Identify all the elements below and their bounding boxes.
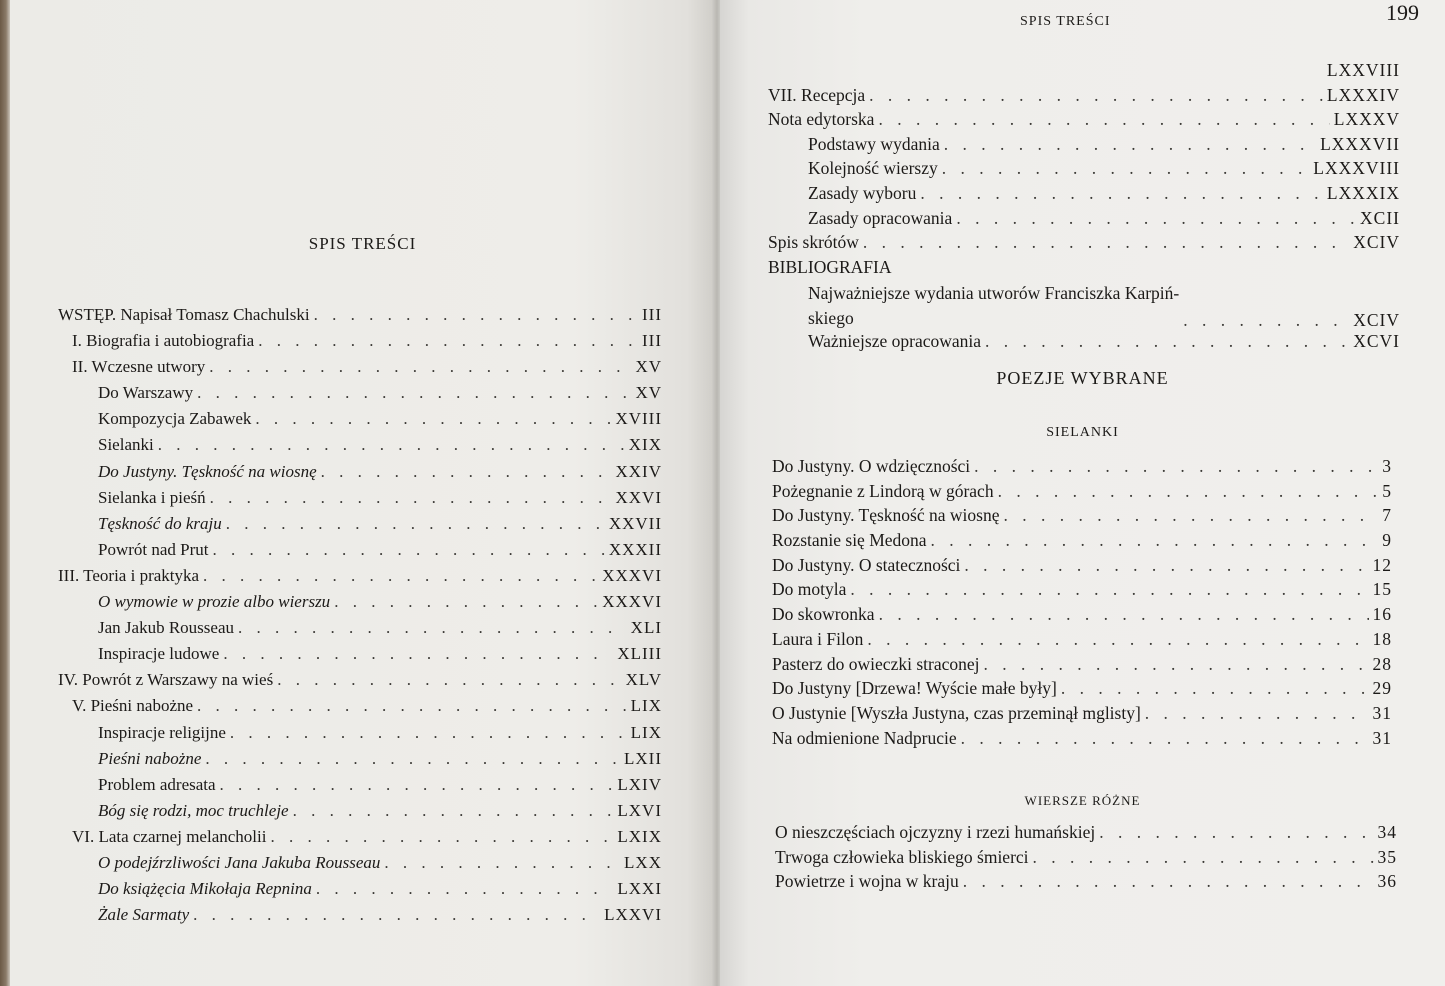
toc-entry-page: LXXXIX: [1326, 182, 1400, 203]
toc-entry: [58, 514, 662, 540]
toc-entry: [772, 505, 1392, 530]
toc-leader-dots: [944, 134, 1316, 155]
toc-entry: [768, 60, 1400, 85]
toc-entry: [58, 331, 662, 357]
toc-entry-page: XXVII: [608, 513, 662, 533]
toc-leader-dots: [920, 183, 1323, 204]
toc-entry-title: Bóg się rodzi, moc truchleje: [98, 800, 289, 820]
toc-entry-title: Inspiracje ludowe: [98, 644, 220, 664]
right-toc-top-list: [768, 60, 1400, 356]
toc-entry-page: XCVI: [1353, 331, 1400, 352]
toc-entry-page: LXXXV: [1333, 109, 1400, 130]
toc-entry: [58, 670, 662, 696]
toc-leader-dots: [1033, 847, 1374, 868]
toc-entry-page: 34: [1377, 822, 1397, 842]
toc-entry-page: LXIX: [617, 826, 662, 846]
toc-leader-dots: [277, 670, 621, 690]
toc-entry-page: XXIV: [615, 461, 662, 481]
toc-entry: [768, 232, 1400, 257]
toc-leader-dots: [316, 879, 614, 899]
toc-entry-page: XXXII: [608, 539, 662, 559]
toc-leader-dots: [270, 827, 613, 847]
toc-entry-title: Do Justyny. O wdzięczności: [772, 456, 971, 476]
toc-entry-title: Powrót nad Prut: [98, 539, 209, 559]
toc-leader-dots: [1145, 703, 1369, 724]
section-heading-sielanki: SIELANKI: [1046, 425, 1119, 440]
toc-entry: [58, 749, 662, 775]
toc-leader-dots: [220, 775, 614, 795]
toc-entry-title: Do Justyny. Tęskność na wiosnę: [772, 505, 1000, 526]
toc-entry-title: O wymowie w prozie albo wierszu: [98, 592, 331, 612]
toc-entry-title: Na odmienione Nadprucie: [772, 727, 957, 748]
toc-leader-dots: [210, 488, 612, 508]
toc-entry-page: III: [642, 305, 662, 324]
toc-entry: [58, 879, 662, 905]
toc-entry-page: XIX: [628, 435, 662, 455]
toc-entry-title: I. Biografia i autobiografia: [72, 331, 255, 351]
toc-leader-dots: [238, 618, 627, 638]
toc-entry-page: 35: [1377, 846, 1397, 867]
toc-entry-page: XLI: [630, 618, 662, 638]
toc-leader-dots: [293, 801, 614, 821]
toc-entry-page: LXII: [624, 748, 662, 768]
toc-leader-dots: [942, 158, 1310, 179]
left-page-title: SPIS TREŚCI: [308, 234, 417, 253]
toc-entry-title: Do motyla: [772, 579, 847, 600]
toc-entry: [775, 871, 1397, 896]
toc-leader-dots: [974, 456, 1378, 477]
toc-entry: [58, 540, 662, 566]
toc-entry: [772, 456, 1392, 481]
toc-entry-page: 31: [1372, 727, 1392, 748]
toc-leader-dots: [197, 696, 627, 716]
toc-entry: [775, 847, 1397, 872]
toc-entry-page: 15: [1372, 579, 1392, 600]
toc-entry: [58, 696, 662, 722]
toc-entry: [58, 801, 662, 827]
toc-entry: [772, 703, 1392, 728]
toc-entry-title: Spis skrótów: [768, 232, 859, 253]
toc-entry-title: Pasterz do owieczki straconej: [772, 653, 980, 674]
toc-entry-title: III. Teoria i praktyka: [58, 565, 200, 585]
toc-entry: [58, 618, 662, 644]
toc-leader-dots: [230, 723, 627, 743]
toc-entry-page: XV: [635, 383, 662, 403]
toc-entry-page: LXXVI: [604, 905, 662, 925]
toc-leader-dots: [384, 853, 620, 873]
toc-leader-dots: [321, 462, 612, 482]
toc-entry-title: BIBLIOGRAFIA: [768, 256, 892, 277]
toc-entry-page: 12: [1372, 554, 1392, 575]
toc-entry-title: Pożegnanie z Lindorą w górach: [772, 480, 994, 501]
toc-entry-title: Tęskność do kraju: [98, 513, 222, 533]
toc-entry-title: Sielanki: [98, 435, 154, 455]
toc-entry-title: Do Justyny. O stateczności: [772, 554, 961, 575]
toc-entry-title: [808, 281, 1179, 331]
toc-entry: [768, 183, 1400, 208]
toc-entry-title: Zasady wyboru: [808, 182, 917, 203]
toc-leader-dots: [203, 566, 598, 586]
toc-entry: [58, 409, 662, 435]
toc-entry: [58, 566, 662, 592]
toc-entry-page: XLIII: [617, 644, 662, 664]
toc-entry-page: LXXXVIII: [1313, 158, 1400, 179]
toc-entry-title: Zasady opracowania: [808, 207, 953, 228]
toc-entry-page: 9: [1382, 530, 1392, 551]
toc-leader-dots: [223, 644, 613, 664]
toc-entry: [58, 905, 662, 931]
toc-entry-page: LXX: [624, 852, 662, 872]
toc-entry-title: Do Justyny. Tęskność na wiosnę: [98, 461, 317, 481]
toc-entry-title: Laura i Filon: [772, 628, 864, 649]
toc-entry-page: LIX: [630, 722, 662, 742]
toc-entry: [772, 678, 1392, 703]
toc-entry-title: WSTĘP. Napisał Tomasz Chachulski: [58, 305, 310, 324]
toc-entry-title: Rozstanie się Medona: [772, 530, 927, 551]
toc-leader-dots: [334, 592, 598, 612]
section-heading-wiersze: WIERSZE RÓŻNE: [1024, 793, 1141, 808]
toc-leader-dots: [213, 540, 605, 560]
toc-entry-title: Żale Sarmaty: [98, 905, 190, 925]
toc-entry: [772, 629, 1392, 654]
sielanki-toc-list: [772, 456, 1392, 752]
toc-entry: [772, 654, 1392, 679]
toc-leader-dots: [158, 435, 625, 455]
toc-entry-title: Do Warszawy: [98, 383, 194, 403]
toc-leader-dots: [879, 604, 1369, 625]
toc-leader-dots: [964, 555, 1368, 576]
toc-entry-title: Kompozycja Zabawek: [98, 409, 252, 429]
toc-entry: [768, 281, 1400, 331]
toc-leader-dots: [255, 409, 611, 429]
toc-entry-title: O nieszczęściach ojczyzny i rzezi humańskiej: [775, 822, 1096, 842]
toc-entry: [58, 462, 662, 488]
toc-entry-page: XV: [635, 357, 662, 377]
toc-entry-page: XCIV: [1353, 232, 1400, 253]
toc-leader-dots: [1099, 822, 1373, 843]
toc-leader-dots: [1061, 678, 1369, 699]
toc-entry-page: LXXVIII: [1326, 60, 1400, 80]
toc-leader-dots: [1003, 505, 1378, 526]
toc-entry: [58, 723, 662, 749]
toc-entry-title: VI. Lata czarnej melancholii: [72, 826, 267, 846]
toc-entry-title: Powietrze i wojna w kraju: [775, 871, 959, 891]
toc-entry: [772, 530, 1392, 555]
toc-entry: [768, 257, 1400, 282]
toc-entry-page: XLV: [625, 670, 662, 690]
toc-entry-title: II. Wczesne utwory: [72, 357, 206, 377]
toc-entry: [58, 488, 662, 514]
toc-leader-dots: [197, 383, 631, 403]
toc-leader-dots: [998, 481, 1379, 502]
toc-leader-dots: [985, 331, 1349, 352]
toc-leader-dots: [931, 530, 1379, 551]
toc-entry-page: III: [642, 331, 662, 351]
toc-entry-title: Do książęcia Mikołaja Repnina: [98, 879, 312, 899]
toc-entry-title: O podejźrzliwości Jana Jakuba Rousseau: [98, 852, 381, 872]
toc-entry-page: 16: [1372, 604, 1392, 625]
toc-entry-page: XVIII: [615, 409, 662, 429]
toc-entry-title: Nota edytorska: [768, 109, 875, 130]
toc-entry-page: 3: [1382, 456, 1392, 476]
toc-entry-page: LXXXIV: [1326, 84, 1400, 105]
section-heading-poezje: POEZJE WYBRANE: [996, 368, 1169, 388]
toc-leader-dots: [963, 871, 1374, 892]
toc-entry-title: Ważniejsze opracowania: [808, 331, 982, 352]
toc-leader-dots: [878, 109, 1329, 130]
toc-entry-page: 7: [1382, 505, 1392, 526]
toc-leader-dots: [226, 514, 605, 534]
toc-entry: [768, 331, 1400, 356]
toc-entry-title-line: Najważniejsze wydania utworów Franciszka Karpiń-: [808, 283, 1180, 304]
toc-entry-title: Do Justyny [Drzewa! Wyście małe były]: [772, 678, 1057, 699]
running-header: SPIS TREŚCI: [1020, 14, 1111, 29]
toc-entry-title: Podstawy wydania: [808, 133, 940, 154]
toc-entry-title: VII. Recepcja: [768, 84, 866, 105]
toc-entry-page: LIX: [630, 696, 662, 716]
toc-leader-dots: [850, 579, 1368, 600]
toc-entry: [772, 481, 1392, 506]
toc-entry: [58, 644, 662, 670]
toc-entry-page: XXXVI: [602, 592, 662, 612]
toc-entry: [772, 579, 1392, 604]
toc-entry: [58, 592, 662, 618]
toc-entry: [772, 604, 1392, 629]
toc-leader-dots: [1183, 310, 1349, 331]
toc-entry: [58, 827, 662, 853]
toc-entry: [58, 775, 662, 801]
toc-entry: [58, 383, 662, 409]
toc-leader-dots: [869, 85, 1323, 106]
toc-entry-page: XXXVI: [602, 565, 662, 585]
toc-entry-page: 28: [1372, 653, 1392, 674]
toc-entry-page: 5: [1382, 480, 1392, 501]
toc-entry-title: Problem adresata: [98, 774, 216, 794]
toc-leader-dots: [863, 232, 1349, 253]
toc-entry-page: LXIV: [617, 774, 662, 794]
toc-entry-title-line: skiego: [808, 308, 854, 329]
left-page: [10, 0, 715, 986]
toc-entry: [58, 853, 662, 879]
toc-entry: [775, 822, 1397, 847]
right-page: [720, 0, 1445, 986]
toc-entry: [768, 208, 1400, 233]
toc-leader-dots: [193, 905, 600, 925]
toc-entry-title: Jan Jakub Rousseau: [98, 618, 234, 638]
toc-entry-page: 18: [1372, 628, 1392, 649]
toc-entry-page: LXXI: [617, 879, 662, 899]
toc-leader-dots: [314, 305, 638, 325]
toc-entry: [58, 305, 662, 331]
toc-leader-dots: [984, 654, 1369, 675]
toc-entry-page: 36: [1377, 871, 1397, 891]
toc-entry: [772, 728, 1392, 753]
toc-entry-page: LXXXVII: [1320, 133, 1400, 154]
left-toc-list: [58, 305, 662, 931]
toc-entry-title: Pieśni nabożne: [98, 748, 202, 768]
toc-entry-page: 31: [1372, 702, 1392, 723]
toc-leader-dots: [205, 749, 620, 769]
toc-entry: [768, 85, 1400, 110]
toc-entry: [768, 158, 1400, 183]
toc-entry-title: V. Pieśni nabożne: [72, 696, 194, 716]
toc-entry-title: Sielanka i pieśń: [98, 487, 206, 507]
toc-entry: [768, 134, 1400, 159]
toc-entry: [768, 109, 1400, 134]
toc-entry: [58, 357, 662, 383]
toc-entry-title: Do skowronka: [772, 604, 875, 625]
toc-entry: [58, 435, 662, 461]
toc-leader-dots: [867, 629, 1368, 650]
toc-leader-dots: [961, 728, 1369, 749]
toc-entry-title: Kolejność wierszy: [808, 158, 938, 179]
toc-entry-page: XXVI: [615, 487, 662, 507]
toc-entry-page: LXVI: [617, 800, 662, 820]
toc-leader-dots: [209, 357, 631, 377]
toc-leader-dots: [956, 208, 1356, 229]
toc-entry-title: Trwoga człowieka bliskiego śmierci: [775, 846, 1029, 867]
toc-leader-dots: [258, 331, 638, 351]
toc-entry: [772, 555, 1392, 580]
toc-entry-page: XCIV: [1353, 310, 1400, 331]
toc-entry-page: XCII: [1360, 207, 1400, 228]
toc-entry-title: IV. Powrót z Warszawy na wieś: [58, 670, 274, 690]
toc-entry-title: Inspiracje religijne: [98, 722, 226, 742]
page-number: 199: [1386, 0, 1419, 25]
toc-entry-title: O Justynie [Wyszła Justyna, czas przeminął mglisty]: [772, 702, 1141, 723]
toc-entry-page: 29: [1372, 678, 1392, 699]
wiersze-toc-list: [775, 822, 1397, 896]
